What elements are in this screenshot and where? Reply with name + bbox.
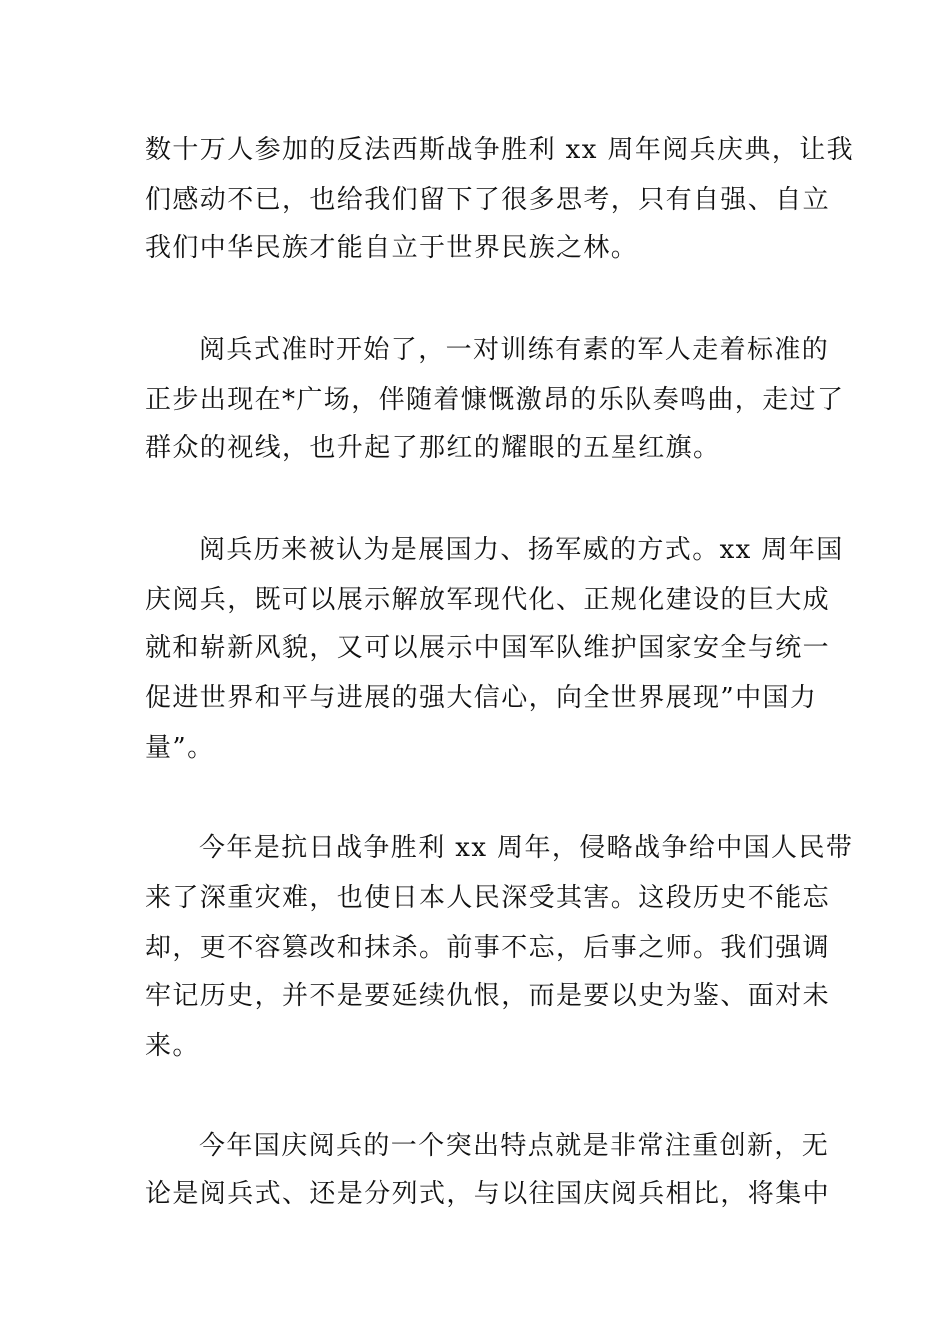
text-line: 论是阅兵式、还是分列式，与以往国庆阅兵相比，将集中 xyxy=(145,1179,831,1209)
text-line: 今年国庆阅兵的一个突出特点就是非常注重创新，无 xyxy=(199,1131,830,1161)
text-line: 正步出现在*广场，伴随着慷慨激昂的乐队奏鸣曲，走过了 xyxy=(145,385,845,415)
text-line: 来。 xyxy=(145,1031,200,1061)
text-line: 促进世界和平与进展的强大信心，向全世界展现”中国力 xyxy=(145,683,818,713)
text-line: 牢记历史，并不是要延续仇恨，而是要以史为鉴、面对未 xyxy=(145,981,831,1011)
text-line: 们感动不已，也给我们留下了很多思考，只有自强、自立 xyxy=(145,185,831,215)
text-line: 却，更不容篡改和抹杀。前事不忘，后事之师。我们强调 xyxy=(145,933,831,963)
text-line: 数十万人参加的反法西斯战争胜利 xx 周年阅兵庆典，让我 xyxy=(145,135,855,165)
text-line: 群众的视线，也升起了那红的耀眼的五星红旗。 xyxy=(145,433,721,463)
text-line: 今年是抗日战争胜利 xx 周年，侵略战争给中国人民带 xyxy=(199,833,854,863)
text-line: 我们中华民族才能自立于世界民族之林。 xyxy=(145,233,639,263)
text-line: 来了深重灾难，也使日本人民深受其害。这段历史不能忘 xyxy=(145,883,831,913)
text-line: 量”。 xyxy=(145,733,215,763)
text-line: 阅兵历来被认为是展国力、扬军威的方式。xx 周年国 xyxy=(199,535,844,565)
text-line: 阅兵式准时开始了，一对训练有素的军人走着标准的 xyxy=(199,335,830,365)
text-line: 就和崭新风貌，又可以展示中国军队维护国家安全与统一 xyxy=(145,633,831,663)
text-line: 庆阅兵，既可以展示解放军现代化、正规化建设的巨大成 xyxy=(145,585,831,615)
